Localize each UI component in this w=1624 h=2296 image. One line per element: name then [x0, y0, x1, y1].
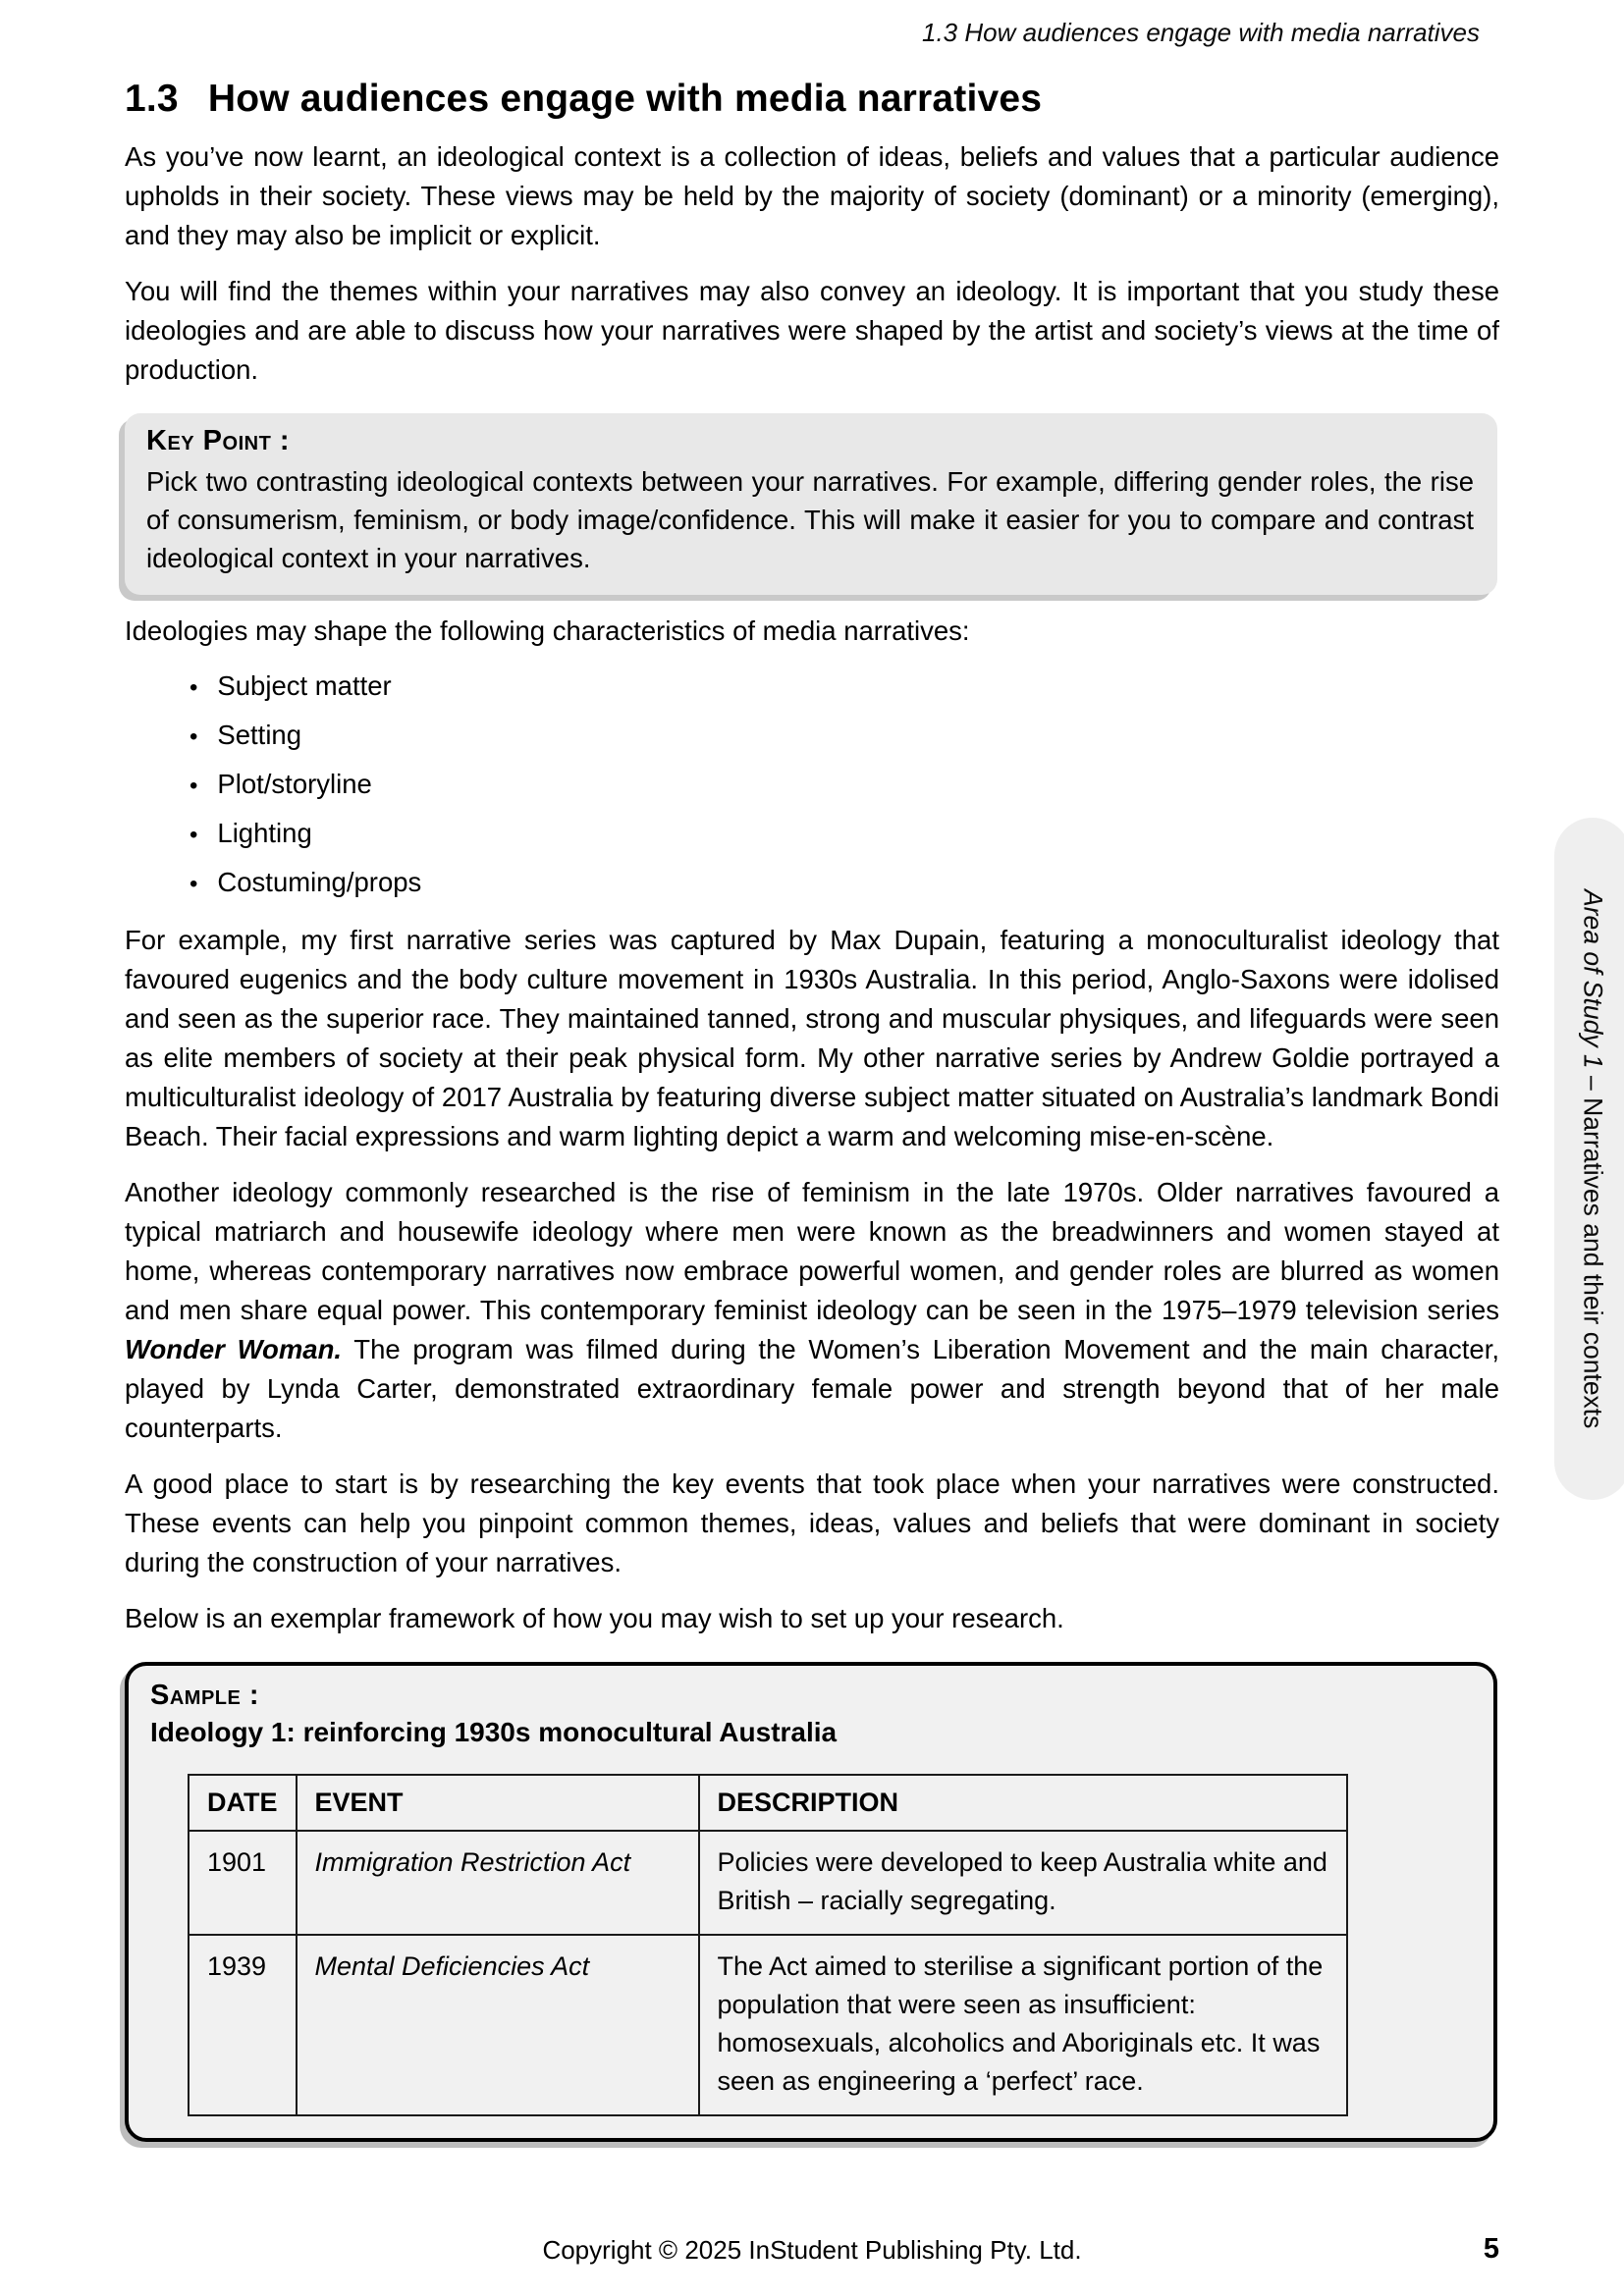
section-number: 1.3 — [125, 78, 179, 120]
section-title: How audiences engage with media narratives — [207, 78, 1043, 120]
ideology-events-table — [188, 1774, 1348, 2116]
paragraph-research-key-events: A good place to start is by researching the key events that took place when your narratives were constructed. These events can help you pinpoint common themes, ideas, values and beliefs that were dominant in society during the construction of your narratives. — [125, 1468, 1499, 1577]
paragraph-themes-ideology: You will find the themes within your narratives may also convey an ideology. It is important that you study these ideologies and are able to discuss how your narratives were shaped by the artist and society’s views at the time of production. — [125, 276, 1499, 385]
sample-label: Sample : — [150, 1680, 260, 1711]
cell-event: Immigration Restriction Act — [297, 1831, 699, 1935]
list-item: • Costuming/props — [189, 863, 1499, 904]
list-item: • Setting — [189, 716, 1499, 757]
paragraph-feminism-after: The program was filmed during the Women’s Liberation Movement and the main character, played by Lynda Carter, demonstrated extraordinary female power and strength beyond that of her male counterparts. — [125, 1334, 1500, 1443]
running-header: 1.3 How audiences engage with media narratives — [921, 18, 1480, 47]
table-header-row — [189, 1775, 1347, 1831]
paragraph-max-dupain-example: For example, my first narrative series was captured by Max Dupain, featuring a monoculturalist ideology that favoured eugenics and the body culture movement in 1930s Australia. In this period, Anglo-Saxons were idolised and seen as the superior race. They maintained tanned, strong and muscular physiques, and lifeguards were seen as elite members of society at their peak physical form. My other narrative series by Andrew Goldie portrayed a multiculturalist ideology of 2017 Australia by featuring diverse subject matter situated on Australia’s landmark Bondi Beach. Their facial expressions and warm lighting depict a warm and welcoming mise-en-scène. — [125, 925, 1499, 1151]
cell-date: 1939 — [189, 1935, 297, 2115]
table-row — [189, 1935, 1347, 2115]
characteristics-list — [125, 667, 1499, 904]
cell-date: 1901 — [189, 1831, 297, 1935]
cell-description: The Act aimed to sterilise a significant portion of the population that were seen as insufficient: homosexuals, alcoholics and Aboriginals etc. It was seen as engineering a ‘perfect’ race. — [699, 1935, 1347, 2115]
cell-description: Policies were developed to keep Australia white and British – racially segregating. — [699, 1831, 1347, 1935]
table-header-date: DATE — [189, 1775, 297, 1831]
sample-title: Ideology 1: reinforcing 1930s monocultural Australia — [150, 1717, 838, 1747]
table-header-event: EVENT — [297, 1775, 699, 1831]
list-intro: Ideologies may shape the following characteristics of media narratives: — [125, 615, 970, 646]
table-header-description: DESCRIPTION — [699, 1775, 1347, 1831]
key-point-label: Key Point : — [146, 425, 291, 456]
series-title-wonder-woman: Wonder Woman. — [125, 1334, 343, 1364]
paragraph-feminism-example — [125, 1173, 1499, 1448]
list-item: • Plot/storyline — [189, 765, 1499, 806]
area-of-study-tab-italic: Area of Study 1 — [1578, 888, 1608, 1076]
page-footer — [0, 2235, 1624, 2270]
key-point-box — [125, 413, 1497, 595]
list-item: • Lighting — [189, 814, 1499, 855]
page-number: 5 — [1483, 2233, 1499, 2265]
sample-box — [125, 1662, 1497, 2142]
area-of-study-tab-plain: – Narratives and their contexts — [1578, 1075, 1608, 1429]
key-point-body: Pick two contrasting ideological contexts between your narratives. For example, differing gender roles, the rise of consumerism, feminism, or body image/confidence. This will make it easier for you to compare and contrast ideological context in your narratives. — [146, 466, 1474, 573]
paragraph-ideological-context: As you’ve now learnt, an ideological context is a collection of ideas, beliefs and values that a particular audience upholds in their society. These views may be held by the majority of society (dominant) or a minority (emerging), and they may also be implicit or explicit. — [125, 141, 1499, 250]
copyright-line: Copyright © 2025 InStudent Publishing Pty. Ltd. — [542, 2235, 1082, 2265]
section-heading — [125, 78, 1499, 121]
list-item: • Subject matter — [189, 667, 1499, 708]
paragraph-framework-intro: Below is an exemplar framework of how you may wish to set up your research. — [125, 1603, 1064, 1633]
area-of-study-tab — [1554, 818, 1624, 1500]
table-row — [189, 1831, 1347, 1935]
area-of-study-tab-label — [1578, 889, 1608, 1428]
cell-event: Mental Deficiencies Act — [297, 1935, 699, 2115]
paragraph-feminism-before: Another ideology commonly researched is the rise of feminism in the late 1970s. Older narratives favoured a typical matriarch and housewife ideology where men were known as the breadwinners and women stayed at home, whereas contemporary narratives now embrace powerful women, and gender roles are blurred as women and men share equal power. This contemporary feminist ideology can be seen in the 1975–1979 television series — [125, 1177, 1499, 1325]
page-content — [125, 0, 1499, 2142]
